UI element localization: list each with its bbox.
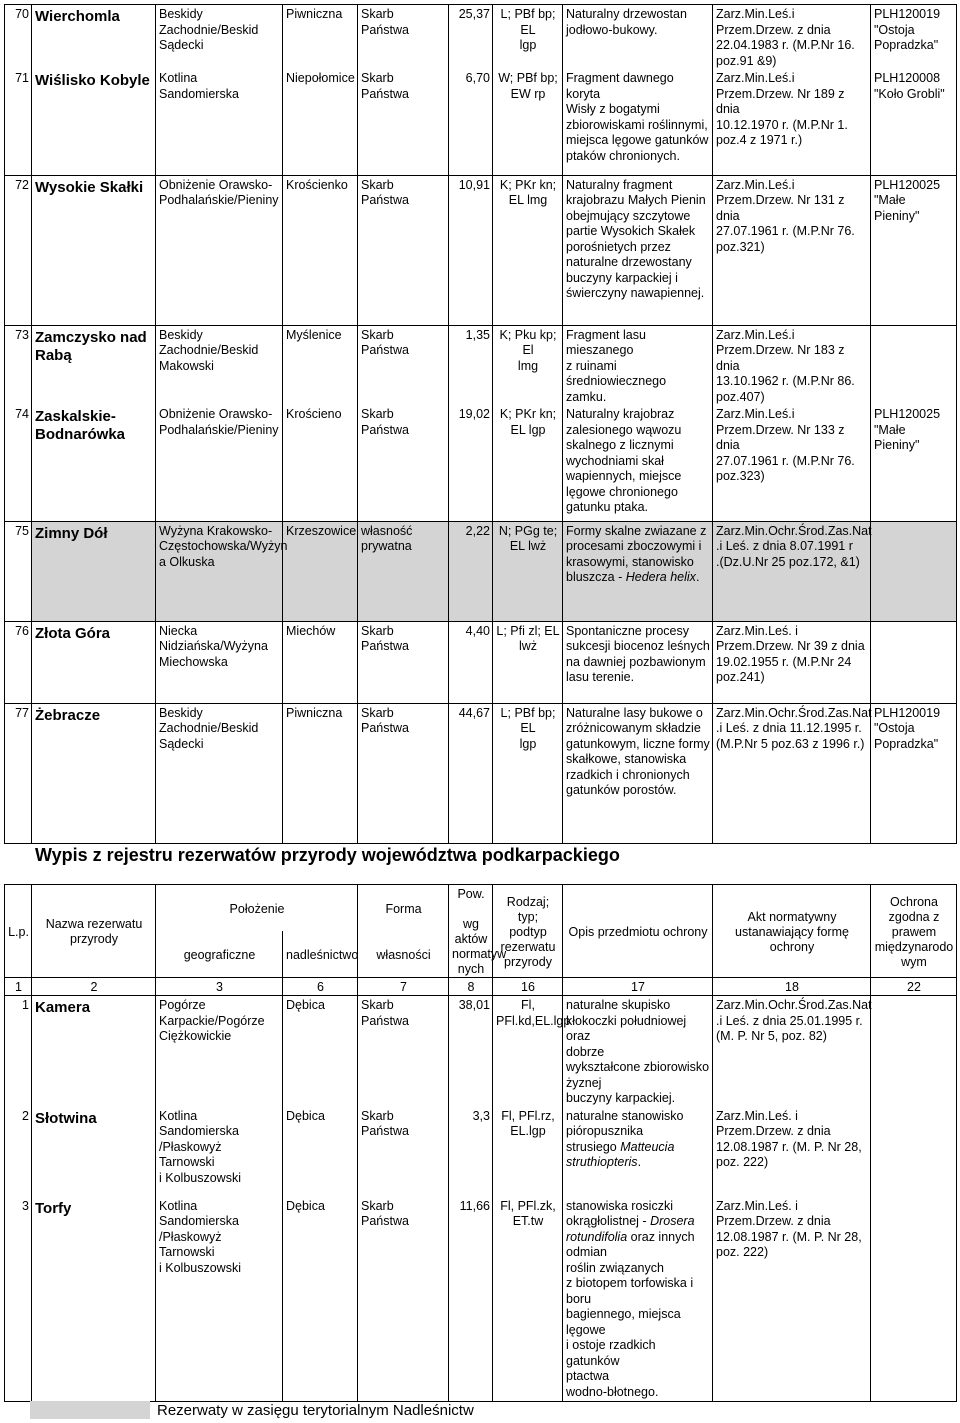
column-number: 17	[563, 978, 713, 996]
page-heading: Wypis z rejestru rezerwatów przyrody województwa podkarpackiego	[35, 845, 620, 865]
table-row	[5, 521, 957, 621]
type-cell: L; PBf bp; EL lgp	[493, 703, 563, 843]
reserve-name: Zimny Dół	[32, 521, 156, 621]
header-ochrona: Ochrona zgodna z prawem międzynarodo wym	[871, 885, 957, 978]
reserve-name: Złota Góra	[32, 621, 156, 703]
reserve-name: Wierchomla	[32, 5, 156, 70]
column-number: 2	[32, 978, 156, 996]
intl-cell	[871, 1197, 957, 1402]
region-cell: Pogórze Karpackie/Pogórze Ciężkowickie	[156, 996, 283, 1107]
owner-cell: Skarb Państwa	[358, 69, 449, 175]
legend-swatch	[30, 1401, 150, 1419]
region-cell: Kotlina Sandomierska /Płaskowyż Tarnowski i Kolbuszowski	[156, 1197, 283, 1402]
column-number: 6	[283, 978, 358, 996]
owner-cell: Skarb Państwa	[358, 175, 449, 325]
type-cell: K; Pku kp; El lmg	[493, 325, 563, 405]
reserve-name: Żebracze	[32, 703, 156, 843]
description-cell: Fragment dawnego koryta Wisły z bogatymi zbiorowiskami roślinnymi, miejsca lęgowe gatunków ptaków chronionych.	[563, 69, 713, 175]
description-cell: Spontaniczne procesy sukcesji biocenoz leśnych na dawniej pozbawionym lasu terenie.	[563, 621, 713, 703]
area-cell: 19,02	[449, 405, 493, 521]
act-cell: Zarz.Min.Leś. i Przem.Drzew. z dnia 12.08.1987 r. (M. P. Nr 28, poz. 222)	[713, 1197, 871, 1402]
act-cell: Zarz.Min.Ochr.Środ.Zas.Nat .i Leś. z dnia 8.07.1991 r .(Dz.U.Nr 25 poz.172, &1)	[713, 521, 871, 621]
owner-cell: własność prywatna	[358, 521, 449, 621]
header-pow: Pow. wg aktów normatyw nych	[449, 885, 493, 978]
act-cell: Zarz.Min.Leś.i Przem.Drzew. z dnia 22.04.1983 r. (M.P.Nr 16. poz.91 &9)	[713, 5, 871, 70]
table-row	[5, 5, 957, 70]
owner-cell: Skarb Państwa	[358, 996, 449, 1107]
header-wlasn: własności	[358, 931, 449, 978]
header-row	[5, 885, 957, 932]
reserves-table-malopolska	[4, 4, 957, 844]
row-number: 2	[5, 1107, 32, 1197]
type-cell: Fl, PFl.kd,EL.lgp	[493, 996, 563, 1107]
district-cell: Miechów	[283, 621, 358, 703]
reserve-name: Słotwina	[32, 1107, 156, 1197]
column-number: 3	[156, 978, 283, 996]
owner-cell: Skarb Państwa	[358, 1107, 449, 1197]
row-number: 74	[5, 405, 32, 521]
reserve-name: Zaskalskie- Bodnarówka	[32, 405, 156, 521]
area-cell: 25,37	[449, 5, 493, 70]
act-cell: Zarz.Min.Leś. i Przem.Drzew. Nr 39 z dnia 19.02.1955 r. (M.P.Nr 24 poz.241)	[713, 621, 871, 703]
table-row	[5, 69, 957, 175]
owner-cell: Skarb Państwa	[358, 703, 449, 843]
district-cell: Dębica	[283, 996, 358, 1107]
type-cell: N; PGg te; EL lwż	[493, 521, 563, 621]
district-cell: Piwniczna	[283, 703, 358, 843]
header-rodzaj: Rodzaj; typ; podtyp rezerwatu przyrody	[493, 885, 563, 978]
header-geo: geograficzne	[156, 931, 283, 978]
header-name: Nazwa rezerwatu przyrody	[32, 885, 156, 978]
header-lp: L.p.	[5, 885, 32, 978]
region-cell: Obniżenie Orawsko- Podhalańskie/Pieniny	[156, 405, 283, 521]
owner-cell: Skarb Państwa	[358, 1197, 449, 1402]
header-nadl: nadleśnictwo	[283, 931, 358, 978]
district-cell: Krościeno	[283, 405, 358, 521]
act-cell: Zarz.Min.Leś.i Przem.Drzew. Nr 189 z dnia 10.12.1970 r. (M.P.Nr 1. poz.4 z 1971 r.)	[713, 69, 871, 175]
type-cell: L; PBf bp; EL lgp	[493, 5, 563, 70]
district-cell: Dębica	[283, 1107, 358, 1197]
region-cell: Wyżyna Krakowsko- Częstochowska/Wyżyn a Olkuska	[156, 521, 283, 621]
row-number: 70	[5, 5, 32, 70]
header-opis: Opis przedmiotu ochrony	[563, 885, 713, 978]
intl-cell	[871, 521, 957, 621]
district-cell: Myślenice	[283, 325, 358, 405]
row-number: 3	[5, 1197, 32, 1402]
intl-cell: PLH120025 "Małe Pieniny"	[871, 405, 957, 521]
region-cell: Kotlina Sandomierska /Płaskowyż Tarnowski i Kolbuszowski	[156, 1107, 283, 1197]
intl-cell: PLH120019 "Ostoja Popradzka"	[871, 5, 957, 70]
description-cell: Formy skalne zwiazane z procesami zboczowymi i krasowymi, stanowisko bluszcza - Hedera helix.	[563, 521, 713, 621]
row-number: 1	[5, 996, 32, 1107]
owner-cell: Skarb Państwa	[358, 405, 449, 521]
column-number: 22	[871, 978, 957, 996]
description-cell: Naturalny drzewostan jodłowo-bukowy.	[563, 5, 713, 70]
column-number: 8	[449, 978, 493, 996]
reserve-name: Wiślisko Kobyle	[32, 69, 156, 175]
district-cell: Niepołomice	[283, 69, 358, 175]
reserve-name: Torfy	[32, 1197, 156, 1402]
intl-cell	[871, 1107, 957, 1197]
row-number: 75	[5, 521, 32, 621]
area-cell: 10,91	[449, 175, 493, 325]
description-cell: Naturalne lasy bukowe o zróżnicowanym składzie gatunkowym, liczne formy skałkowe, stanowiska rzadkich i chronionych gatunków porostów.	[563, 703, 713, 843]
area-cell: 1,35	[449, 325, 493, 405]
reserve-name: Kamera	[32, 996, 156, 1107]
header-forma: Forma	[358, 885, 449, 932]
type-cell: L; Pfi zl; EL lwż	[493, 621, 563, 703]
district-cell: Krzeszowice	[283, 521, 358, 621]
area-cell: 3,3	[449, 1107, 493, 1197]
area-cell: 11,66	[449, 1197, 493, 1402]
reserve-name: Wysokie Skałki	[32, 175, 156, 325]
table-row	[5, 1107, 957, 1197]
table-row	[5, 621, 957, 703]
description-cell: Naturalny fragment krajobrazu Małych Pienin obejmujący szczytowe partie Wysokich Skałek porośnietych przez naturalne drzewostany buczyny karpackiej i świerczyny nawapiennej.	[563, 175, 713, 325]
description-cell: Fragment lasu mieszanego z ruinami średniowiecznego zamku.	[563, 325, 713, 405]
row-number: 77	[5, 703, 32, 843]
act-cell: Zarz.Min.Leś.i Przem.Drzew. Nr 133 z dnia 27.07.1961 r. (M.P.Nr 76. poz.323)	[713, 405, 871, 521]
intl-cell: PLH120008 "Koło Grobli"	[871, 69, 957, 175]
owner-cell: Skarb Państwa	[358, 325, 449, 405]
type-cell: Fl, PFl.rz, EL.lgp	[493, 1107, 563, 1197]
owner-cell: Skarb Państwa	[358, 621, 449, 703]
type-cell: Fl, PFl.zk, ET.tw	[493, 1197, 563, 1402]
intl-cell: PLH120025 "Małe Pieniny"	[871, 175, 957, 325]
row-number: 76	[5, 621, 32, 703]
type-cell: W; PBf bp; EW rp	[493, 69, 563, 175]
region-cell: Beskidy Zachodnie/Beskid Sądecki	[156, 5, 283, 70]
district-cell: Dębica	[283, 1197, 358, 1402]
district-cell: Krościenko	[283, 175, 358, 325]
footer-note: Rezerwaty w zasięgu terytorialnym Nadleśnictw	[157, 1402, 474, 1419]
table-row	[5, 325, 957, 405]
area-cell: 2,22	[449, 521, 493, 621]
region-cell: Niecka Nidziańska/Wyżyna Miechowska	[156, 621, 283, 703]
row-number: 71	[5, 69, 32, 175]
column-number-row	[5, 978, 957, 996]
description-cell: naturalne skupisko kłokoczki południowej oraz dobrze wykształcone zbiorowisko żyznej buczyny karpackiej.	[563, 996, 713, 1107]
area-cell: 44,67	[449, 703, 493, 843]
column-number: 16	[493, 978, 563, 996]
district-cell: Piwniczna	[283, 5, 358, 70]
owner-cell: Skarb Państwa	[358, 5, 449, 70]
reserve-name: Zamczysko nad Rabą	[32, 325, 156, 405]
region-cell: Kotlina Sandomierska	[156, 69, 283, 175]
region-cell: Beskidy Zachodnie/Beskid Makowski	[156, 325, 283, 405]
description-cell: stanowiska rosiczki okrągłolistnej - Drosera rotundifolia oraz innych odmian roślin związanych z biotopem torfowiska i boru bagiennego, miejsca lęgowe i ostoje rzadkich gatunków ptactwa wodno-błotnego.	[563, 1197, 713, 1402]
type-cell: K; PKr kn; EL lgp	[493, 405, 563, 521]
column-number: 18	[713, 978, 871, 996]
table-row	[5, 405, 957, 521]
table-row	[5, 1197, 957, 1402]
intl-cell	[871, 325, 957, 405]
act-cell: Zarz.Min.Ochr.Środ.Zas.Nat .i Leś. z dnia 25.01.1995 r. (M. P. Nr 5, poz. 82)	[713, 996, 871, 1107]
table-row	[5, 703, 957, 843]
act-cell: Zarz.Min.Leś.i Przem.Drzew. Nr 183 z dnia 13.10.1962 r. (M.P.Nr 86. poz.407)	[713, 325, 871, 405]
act-cell: Zarz.Min.Ochr.Środ.Zas.Nat .i Leś. z dnia 11.12.1995 r. (M.P.Nr 5 poz.63 z 1996 r.)	[713, 703, 871, 843]
reserves-table-podkarpackie	[4, 884, 957, 1402]
description-cell: naturalne stanowisko pióropusznika strusiego Matteucia struthiopteris.	[563, 1107, 713, 1197]
area-cell: 4,40	[449, 621, 493, 703]
area-cell: 38,01	[449, 996, 493, 1107]
act-cell: Zarz.Min.Leś.i Przem.Drzew. Nr 131 z dnia 27.07.1961 r. (M.P.Nr 76. poz.321)	[713, 175, 871, 325]
column-number: 1	[5, 978, 32, 996]
row-number: 73	[5, 325, 32, 405]
intl-cell	[871, 621, 957, 703]
act-cell: Zarz.Min.Leś. i Przem.Drzew. z dnia 12.08.1987 r. (M. P. Nr 28, poz. 222)	[713, 1107, 871, 1197]
type-cell: K; PKr kn; EL lmg	[493, 175, 563, 325]
header-polozenie: Położenie	[156, 885, 358, 932]
intl-cell: PLH120019 "Ostoja Popradzka"	[871, 703, 957, 843]
header-akt: Akt normatywny ustanawiający formę ochrony	[713, 885, 871, 978]
area-cell: 6,70	[449, 69, 493, 175]
intl-cell	[871, 996, 957, 1107]
description-cell: Naturalny krajobraz zalesionego wąwozu skalnego z licznymi wychodniami skał wapiennych, miejsce lęgowe chronionego gatunku ptaka.	[563, 405, 713, 521]
region-cell: Beskidy Zachodnie/Beskid Sądecki	[156, 703, 283, 843]
column-number: 7	[358, 978, 449, 996]
table-row	[5, 996, 957, 1107]
row-number: 72	[5, 175, 32, 325]
region-cell: Obniżenie Orawsko- Podhalańskie/Pieniny	[156, 175, 283, 325]
table-row	[5, 175, 957, 325]
